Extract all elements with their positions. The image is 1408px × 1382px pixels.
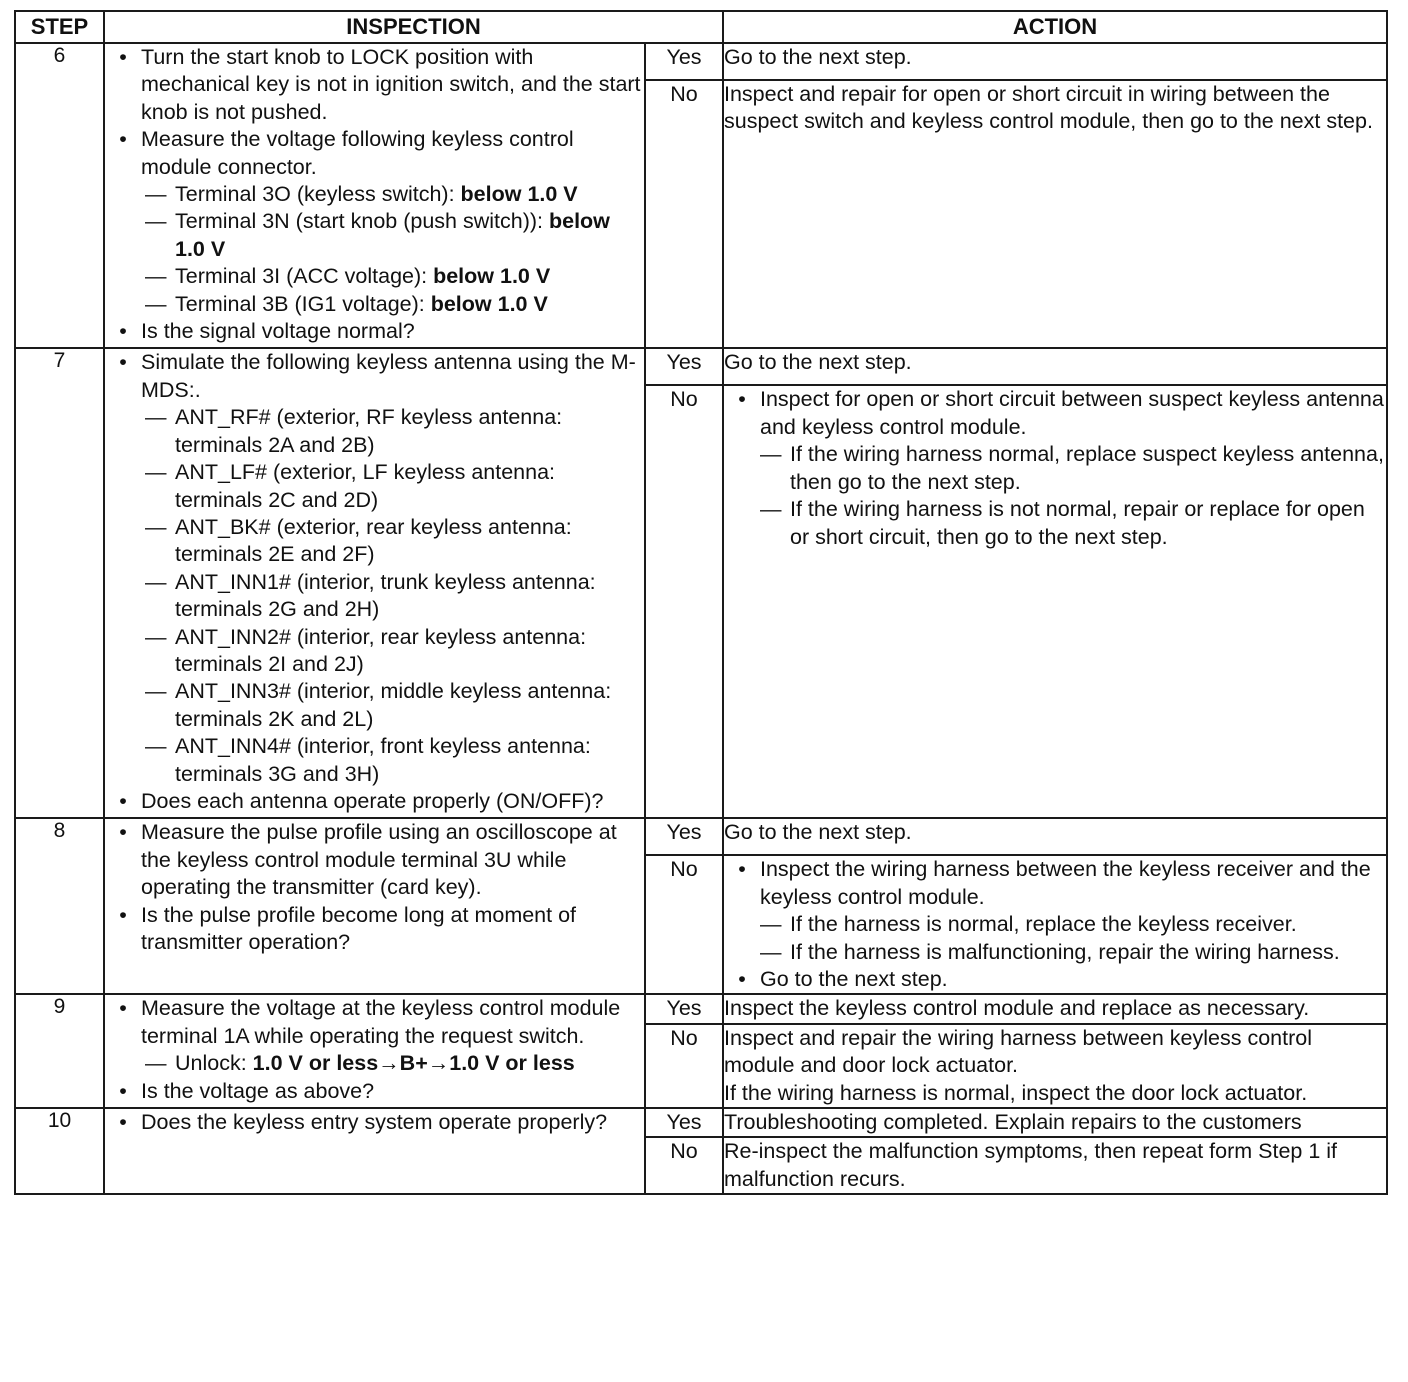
dash-item: — ANT_RF# (exterior, RF keyless antenna: terminals 2A and 2B) (145, 405, 563, 457)
dash-item: — Terminal 3N (start knob (push switch)): below 1.0 V (145, 209, 610, 261)
step-10-inspection (104, 1108, 645, 1194)
step-9-yes-action: Inspect the keyless control module and replace as necessary. (723, 994, 1387, 1023)
dash-item: — If the harness is malfunctioning, repair the wiring harness. (760, 939, 1340, 964)
bullet-item: • Does each antenna operate properly (ON/OFF)? (119, 788, 604, 813)
yes-label: Yes (645, 43, 723, 80)
bullet-item: • Measure the pulse profile using an oscilloscope at the keyless control module terminal 3U while operating the transmitter (card key). (119, 820, 617, 900)
dash-item: — ANT_INN2# (interior, rear keyless antenna: terminals 2I and 2J) (145, 624, 587, 676)
step-number: 6 (15, 43, 104, 348)
bullet-item: • Does the keyless entry system operate properly? (119, 1110, 608, 1135)
dash-item: — Unlock: 1.0 V or less→B+→1.0 V or less (145, 1051, 575, 1076)
dash-item: — ANT_INN3# (interior, middle keyless antenna: terminals 2K and 2L) (145, 679, 612, 731)
dash-item: — ANT_LF# (exterior, LF keyless antenna: terminals 2C and 2D) (145, 460, 556, 512)
yes-label: Yes (645, 818, 723, 855)
step-number: 9 (15, 994, 104, 1108)
step-10-yes-action: Troubleshooting completed. Explain repairs to the customers (723, 1108, 1387, 1137)
bullet-item: • Measure the voltage following keyless control module connector. (119, 127, 574, 179)
dash-item: — ANT_BK# (exterior, rear keyless antenna: terminals 2E and 2F) (145, 514, 572, 567)
step-10-yes-row (15, 1108, 1387, 1137)
troubleshooting-table (14, 10, 1388, 1195)
step-8-yes-action: Go to the next step. (723, 818, 1387, 855)
yes-label: Yes (645, 1108, 723, 1137)
bullet-item: • Inspect for open or short circuit between suspect keyless antenna and keyless control module. (738, 387, 1384, 439)
header-inspection: INSPECTION (104, 11, 723, 43)
dash-item: — If the harness is normal, replace the keyless receiver. (760, 912, 1297, 937)
step-6-no-action: Inspect and repair for open or short circuit in wiring between the suspect switch and keyless control module, then go to the next step. (723, 80, 1387, 348)
step-6-inspection (104, 43, 645, 348)
step-7-inspection (104, 348, 645, 818)
no-label: No (645, 855, 723, 994)
step-8-yes-row (15, 818, 1387, 855)
step-10-no-action: Re-inspect the malfunction symptoms, then repeat form Step 1 if malfunction recurs. (723, 1137, 1387, 1194)
step-6-yes-row (15, 43, 1387, 80)
bullet-item: • Go to the next step. (738, 967, 948, 991)
step-number: 8 (15, 818, 104, 994)
header-step: STEP (15, 11, 104, 43)
step-9-inspection (104, 994, 645, 1108)
bullet-item: • Measure the voltage at the keyless control module terminal 1A while operating the request switch. (119, 996, 621, 1048)
step-6-yes-action: Go to the next step. (723, 43, 1387, 80)
step-9-no-action (723, 1024, 1387, 1108)
action-paragraph: Inspect and repair the wiring harness between keyless control module and door lock actuator. (724, 1025, 1312, 1078)
step-7-yes-row (15, 348, 1387, 385)
header-row (15, 11, 1387, 43)
no-label: No (645, 1024, 723, 1108)
dash-item: — Terminal 3O (keyless switch): below 1.0 V (145, 182, 578, 207)
dash-item: — If the wiring harness normal, replace suspect keyless antenna, then go to the next step. (760, 442, 1384, 494)
step-9-yes-row (15, 994, 1387, 1023)
step-number: 7 (15, 348, 104, 818)
no-label: No (645, 1137, 723, 1194)
dash-item: — Terminal 3I (ACC voltage): below 1.0 V (145, 264, 551, 289)
bullet-item: • Inspect the wiring harness between the keyless receiver and the keyless control module. (738, 857, 1371, 909)
yes-label: Yes (645, 994, 723, 1023)
bullet-item: • Is the pulse profile become long at moment of transmitter operation? (119, 902, 577, 954)
no-label: No (645, 385, 723, 818)
step-7-no-action (723, 385, 1387, 818)
header-action: ACTION (723, 11, 1387, 43)
bullet-item: • Simulate the following keyless antenna using the M-MDS:. (119, 350, 636, 402)
bullet-item: • Turn the start knob to LOCK position with mechanical key is not in ignition switch, and the start knob is not pushed. (119, 45, 641, 124)
bullet-item: • Is the voltage as above? (119, 1078, 375, 1103)
dash-item: — Terminal 3B (IG1 voltage): below 1.0 V (145, 291, 548, 316)
dash-item: — If the wiring harness is not normal, repair or replace for open or short circuit, then go to the next step. (760, 497, 1365, 549)
step-number: 10 (15, 1108, 104, 1194)
dash-item: — ANT_INN1# (interior, trunk keyless antenna: terminals 2G and 2H) (145, 569, 596, 622)
dash-item: — ANT_INN4# (interior, front keyless antenna: terminals 3G and 3H) (145, 734, 591, 786)
step-8-inspection (104, 818, 645, 994)
bullet-item: • Is the signal voltage normal? (119, 319, 415, 344)
yes-label: Yes (645, 348, 723, 385)
step-7-yes-action: Go to the next step. (723, 348, 1387, 385)
step-8-no-action (723, 855, 1387, 994)
action-paragraph: If the wiring harness is normal, inspect the door lock actuator. (724, 1080, 1308, 1105)
no-label: No (645, 80, 723, 348)
